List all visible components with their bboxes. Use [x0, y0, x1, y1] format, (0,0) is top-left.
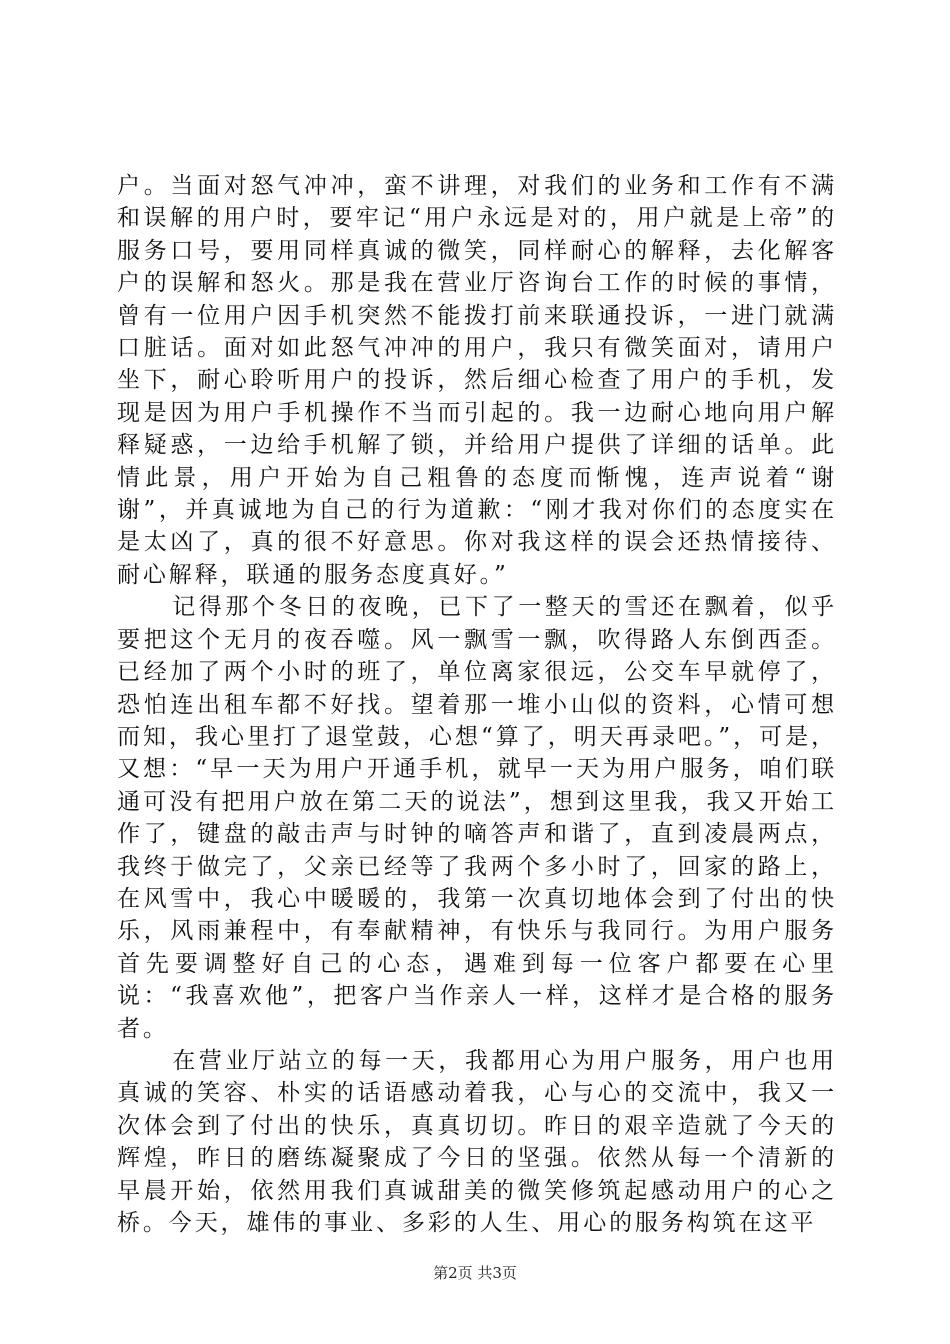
paragraph-3: 在营业厅站立的每一天，我都用心为用户服务，用户也用真诚的笑容、朴实的话语感动着我，心与心的交流中，我又一次体会到了付出的快乐，真真切切。昨日的艰辛造就了今天的辉煌，昨日的磨练凝聚成了今日的坚强。依然从每一个清新的早晨开始，依然用我们真诚甜美的微笑修筑起感动用户的心之桥。今天，雄伟的事业、多彩的人生、用心的服务构筑在这平: [117, 1047, 837, 1236]
page-total: 共3页: [477, 1264, 517, 1282]
page-footer: [0, 1262, 950, 1283]
paragraph-1: 户。当面对怒气冲冲，蛮不讲理，对我们的业务和工作有不满和误解的用户时，要牢记“用户永远是对的，用户就是上帝”的服务口号，要用同样真诚的微笑，同样耐心的解释，去化解客户的误解和怒火。那是我在营业厅咨询台工作的时候的事情，曾有一位用户因手机突然不能拨打前来联通投诉，一进门就满口脏话。面对如此怒气冲冲的用户，我只有微笑面对，请用户坐下，耐心聆听用户的投诉，然后细心检查了用户的手机，发现是因为用户手机操作不当而引起的。我一边耐心地向用户解释疑惑，一边给手机解了锁，并给用户提供了详细的话单。此情此景，用户开始为自己粗鲁的态度而惭愧，连声说着“谢谢”，并真诚地为自己的行为道歉：“刚才我对你们的态度实在是太凶了，真的很不好意思。你对我这样的误会还热情接待、耐心解释，联通的服务态度真好。”: [117, 173, 837, 588]
page-number: 第2页: [433, 1264, 473, 1282]
document-body: [117, 170, 837, 1239]
paragraph-2: 记得那个冬日的夜晚，已下了一整天的雪还在飘着，似乎要把这个无月的夜吞噬。风一飘雪一飘，吹得路人东倒西歪。已经加了两个小时的班了，单位离家很远，公交车早就停了，恐怕连出租车都不好找。望着那一堆小山似的资料，心情可想而知，我心里打了退堂鼓，心想“算了，明天再录吧。”，可是，又想：“早一天为用户开通手机，就早一天为用户服务，咱们联通可没有把用户放在第二天的说法”，想到这里我，我又开始工作了，键盘的敲击声与时钟的嘀答声和谐了，直到凌晨两点，我终于做完了，父亲已经等了我两个多小时了，回家的路上，在风雪中，我心中暖暖的，我第一次真切地体会到了付出的快乐，风雨兼程中，有奉献精神，有快乐与我同行。为用户服务首先要调整好自己的心态，遇难到每一位客户都要在心里说：“我喜欢他”，把客户当作亲人一样，这样才是合格的服务者。: [117, 594, 837, 1042]
